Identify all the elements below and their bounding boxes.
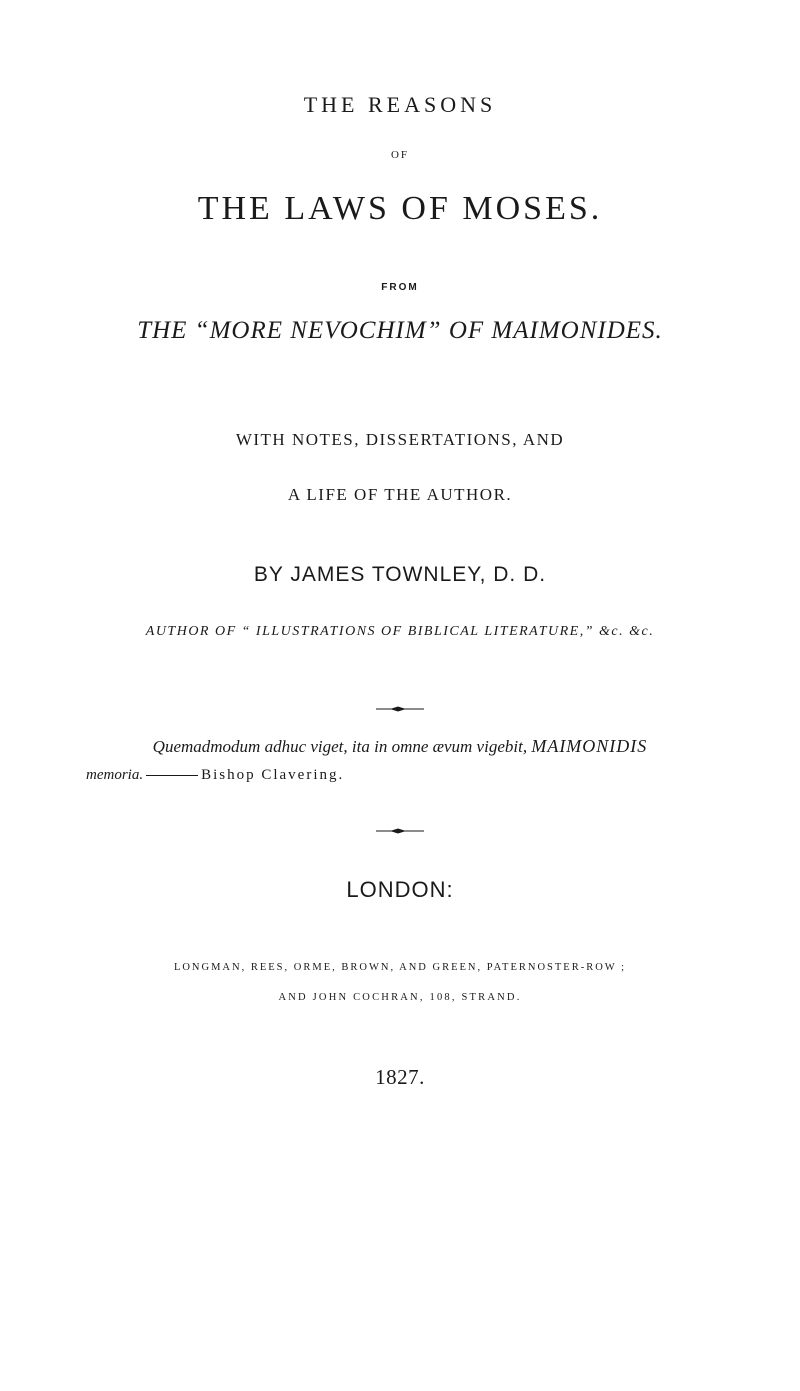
rule-ornament-icon: [376, 704, 424, 714]
source-title: THE “MORE NEVOCHIM” OF MAIMONIDES.: [137, 317, 663, 344]
imprint-publishers-1: LONGMAN, REES, ORME, BROWN, AND GREEN, PATERNOSTER-ROW ;: [173, 962, 627, 973]
heading-of: OF: [390, 149, 410, 161]
subtitle-notes: WITH NOTES, DISSERTATIONS, AND: [235, 430, 565, 449]
imprint-city: LONDON:: [346, 877, 454, 902]
heading-from: FROM: [381, 282, 419, 293]
subtitle-life: A LIFE OF THE AUTHOR.: [287, 485, 513, 504]
heading-the-reasons: THE REASONS: [303, 92, 497, 117]
epigraph-name: MAIMONIDIS: [531, 736, 648, 756]
epigraph-text-2: memoria.: [86, 767, 144, 783]
author-byline: BY JAMES TOWNLEY, D. D.: [253, 563, 547, 586]
epigraph-line-1: [0, 736, 800, 757]
imprint-publishers-2: AND JOHN COCHRAN, 108, STRAND.: [278, 992, 522, 1003]
epigraph-text-1: Quemadmodum adhuc viget, ita in omne ævum vigebit,: [152, 737, 528, 756]
main-title: THE LAWS OF MOSES.: [197, 190, 603, 227]
epigraph-attribution: Bishop Clavering.: [201, 767, 345, 783]
author-credentials: AUTHOR OF “ ILLUSTRATIONS OF BIBLICAL LITERATURE,” &c. &c.: [145, 624, 655, 639]
rule-ornament-icon: [376, 826, 424, 836]
epigraph-dash: [146, 775, 198, 776]
imprint-year: 1827.: [375, 1065, 425, 1089]
epigraph-line-2: [86, 767, 344, 784]
